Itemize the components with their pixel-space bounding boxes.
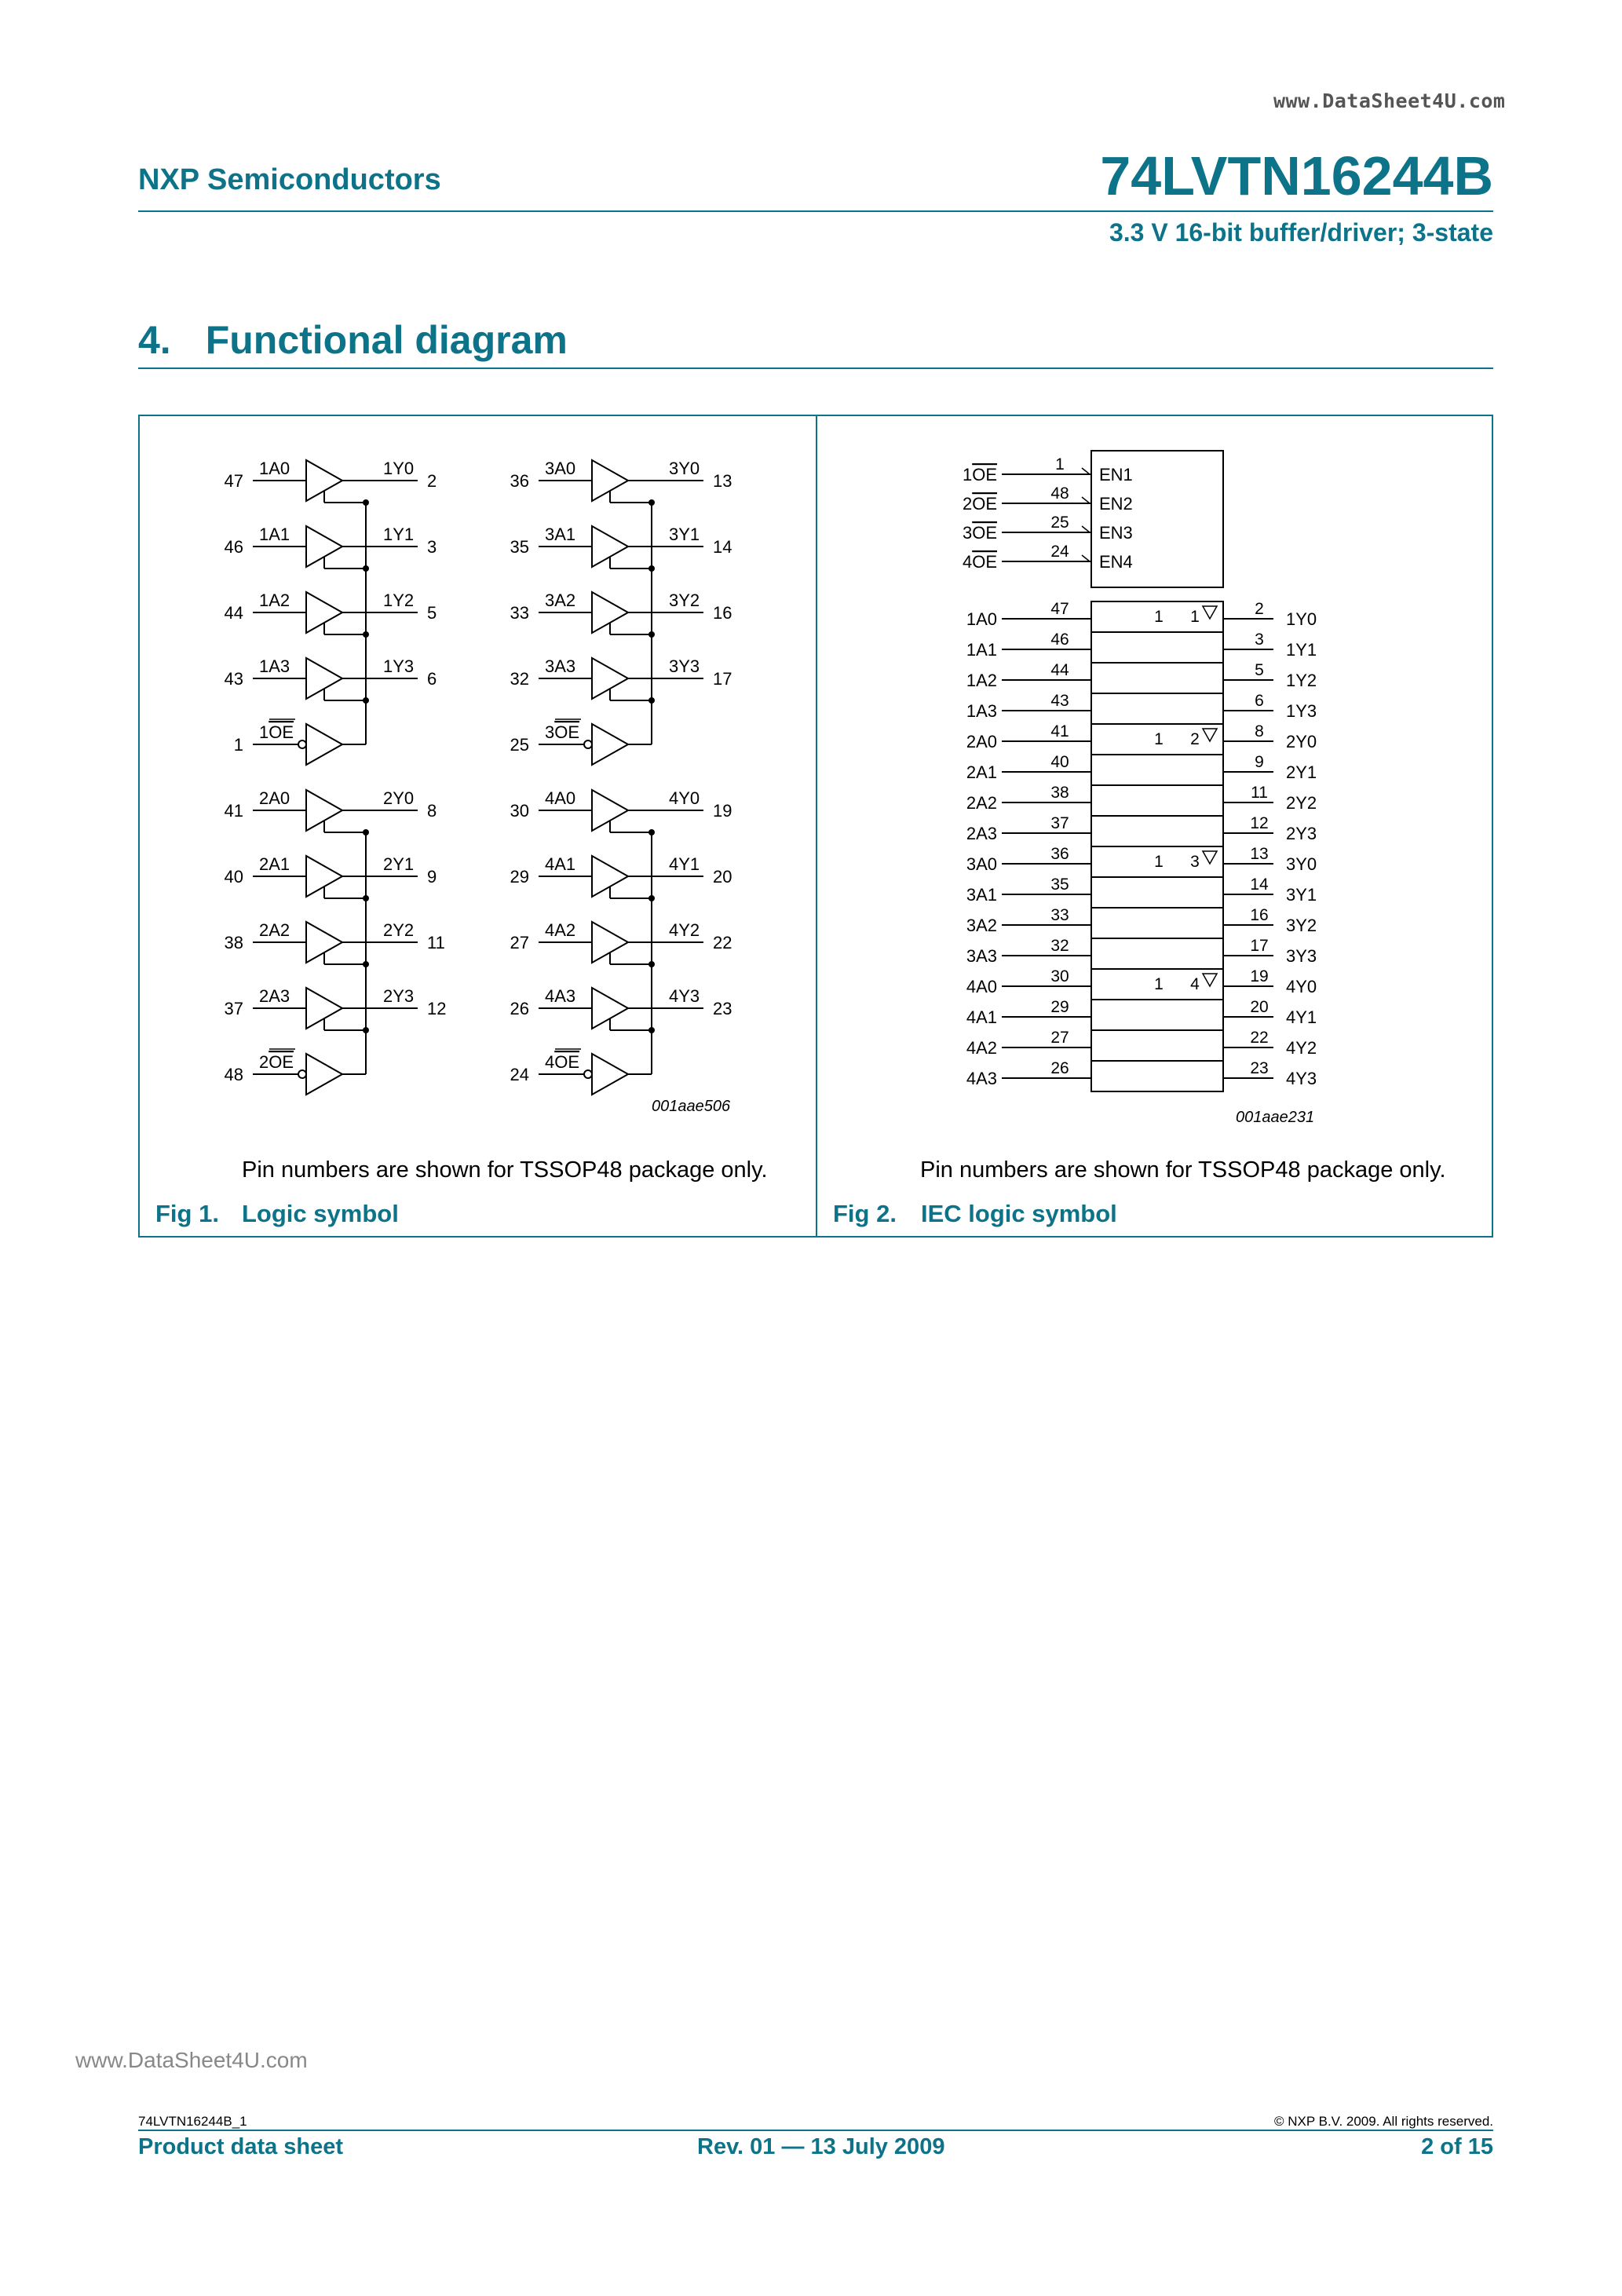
- data-output-label: 1Y1: [1286, 640, 1317, 660]
- negation-indicator: [1082, 468, 1090, 474]
- data-output-label: 4Y3: [1286, 1069, 1317, 1088]
- header-rule: [138, 210, 1493, 212]
- data-input-label: 4A1: [966, 1007, 997, 1027]
- data-output-pin: 3: [1255, 631, 1264, 649]
- fig1-caption-title: Logic symbol: [242, 1200, 399, 1227]
- data-output-label: 2Y3: [1286, 824, 1317, 843]
- data-output-label: 2Y1: [1286, 762, 1317, 782]
- output-pin-number: 2: [427, 471, 437, 491]
- oe-signal: OE: [269, 722, 294, 742]
- company-name: NXP Semiconductors: [138, 163, 441, 196]
- data-input-pin: 27: [1050, 1029, 1069, 1047]
- data-output-pin: 11: [1251, 784, 1268, 802]
- data-input-label: 3A1: [966, 885, 997, 905]
- document-subtitle: 3.3 V 16-bit buffer/driver; 3-state: [1109, 218, 1493, 247]
- enable-pin-number: 48: [1050, 484, 1069, 503]
- input-label: 3A0: [545, 459, 576, 478]
- input-label: 1A2: [259, 590, 290, 610]
- enable-function-label: EN4: [1099, 552, 1133, 572]
- output-pin-number: 20: [713, 867, 732, 887]
- oe-label: [259, 722, 294, 742]
- data-input-label: 3A0: [966, 854, 997, 874]
- data-input-label: 1A2: [966, 671, 997, 690]
- enable-pin-number: 24: [1050, 543, 1069, 561]
- output-pin-number: 13: [713, 471, 732, 491]
- section-rule: [138, 367, 1493, 369]
- section-number: 4.: [138, 318, 171, 362]
- output-pin-number: 17: [713, 669, 732, 689]
- input-pin-number: 47: [224, 471, 243, 491]
- oe-buffer-symbol: [306, 724, 342, 765]
- fig2-caption-number: Fig 2.: [833, 1200, 897, 1227]
- oe-prefix: 4: [545, 1052, 555, 1072]
- data-input-label: 4A2: [966, 1038, 997, 1058]
- enable-pin-number: 1: [1055, 455, 1065, 473]
- input-pin-number: 29: [510, 867, 529, 887]
- data-output-label: 2Y0: [1286, 732, 1317, 751]
- three-state-icon: [1203, 606, 1217, 619]
- data-input-label: 2A1: [966, 762, 997, 782]
- data-output-pin: 20: [1250, 998, 1269, 1016]
- fig1-code: 001aae506: [652, 1098, 731, 1115]
- dependency-qualifier: 3: [1190, 853, 1200, 871]
- fig2-note: Pin numbers are shown for TSSOP48 package only.: [920, 1157, 1446, 1183]
- output-pin-number: 3: [427, 537, 437, 557]
- data-input-pin: 38: [1050, 784, 1069, 802]
- input-pin-number: 33: [510, 603, 529, 623]
- logic-symbol-diagram: [204, 440, 754, 1131]
- enable-input-label: [963, 494, 997, 514]
- data-output-pin: 14: [1250, 876, 1269, 894]
- enable-input-label: [963, 523, 997, 543]
- data-input-pin: 32: [1050, 937, 1069, 955]
- dependency-qualifier: 1: [1154, 975, 1164, 993]
- oe-signal: OE: [972, 465, 997, 484]
- oe-prefix: 1: [962, 465, 973, 484]
- output-label: 1Y3: [383, 656, 415, 676]
- data-input-label: 4A0: [966, 977, 997, 996]
- input-label: 4A1: [545, 854, 576, 874]
- oe-signal: OE: [554, 1052, 580, 1072]
- output-pin-number: 12: [427, 999, 447, 1018]
- data-input-pin: 33: [1050, 906, 1069, 924]
- oe-pin-number: 25: [510, 735, 529, 755]
- input-label: 2A1: [259, 854, 290, 874]
- footer-copyright: © NXP B.V. 2009. All rights reserved.: [1273, 2114, 1493, 2129]
- section-title: Functional diagram: [205, 318, 568, 362]
- footer-rule: [138, 2130, 1493, 2131]
- input-label: 3A1: [545, 525, 576, 544]
- output-label: 1Y1: [383, 525, 415, 544]
- watermark-bottom: www.DataSheet4U.com: [75, 2048, 308, 2072]
- oe-signal: OE: [972, 552, 997, 572]
- input-label: 3A3: [545, 656, 576, 676]
- data-input-pin: 43: [1050, 692, 1069, 710]
- oe-label: [545, 722, 579, 742]
- output-label: 2Y1: [383, 854, 415, 874]
- fig2-code: 001aae231: [1236, 1109, 1315, 1126]
- input-label: 4A0: [545, 788, 576, 808]
- oe-prefix: 4: [962, 552, 973, 572]
- output-label: 3Y2: [669, 590, 700, 610]
- oe-signal: OE: [554, 722, 580, 742]
- input-pin-number: 35: [510, 537, 529, 557]
- input-pin-number: 30: [510, 801, 529, 821]
- input-pin-number: 27: [510, 933, 529, 952]
- inversion-bubble: [298, 1070, 306, 1078]
- data-input-label: 1A0: [966, 609, 997, 629]
- input-pin-number: 40: [224, 867, 243, 887]
- data-input-label: 1A3: [966, 701, 997, 721]
- data-input-pin: 29: [1050, 998, 1069, 1016]
- data-output-pin: 13: [1250, 845, 1269, 863]
- section-heading: [138, 317, 568, 363]
- output-label: 4Y1: [669, 854, 700, 874]
- oe-signal: OE: [972, 523, 997, 543]
- output-label: 4Y2: [669, 920, 700, 940]
- data-output-label: 4Y1: [1286, 1007, 1317, 1027]
- data-output-pin: 9: [1255, 753, 1264, 771]
- data-input-label: 2A2: [966, 793, 997, 813]
- enable-input-label: [963, 465, 997, 484]
- data-output-pin: 22: [1250, 1029, 1269, 1047]
- input-pin-number: 36: [510, 471, 529, 491]
- input-pin-number: 46: [224, 537, 243, 557]
- fig1-caption: [155, 1200, 399, 1228]
- data-input-pin: 35: [1050, 876, 1069, 894]
- data-input-label: 2A0: [966, 732, 997, 751]
- footer-doc-type: Product data sheet: [138, 2134, 344, 2159]
- output-pin-number: 11: [427, 933, 445, 952]
- watermark-top: www.DataSheet4U.com: [1273, 90, 1506, 112]
- data-output-pin: 17: [1250, 937, 1269, 955]
- dependency-qualifier: 2: [1190, 730, 1200, 748]
- output-pin-number: 16: [713, 603, 732, 623]
- inversion-bubble: [584, 1070, 592, 1078]
- output-pin-number: 6: [427, 669, 437, 689]
- data-output-label: 3Y2: [1286, 916, 1317, 935]
- enable-pin-number: 25: [1050, 514, 1069, 532]
- data-output-label: 4Y2: [1286, 1038, 1317, 1058]
- data-output-pin: 12: [1250, 814, 1269, 832]
- fig2-caption-title: IEC logic symbol: [921, 1200, 1117, 1227]
- dependency-qualifier: 1: [1190, 608, 1200, 626]
- negation-indicator: [1082, 526, 1090, 532]
- negation-indicator: [1082, 497, 1090, 503]
- data-input-label: 1A1: [966, 640, 997, 660]
- data-output-label: 2Y2: [1286, 793, 1317, 813]
- data-output-pin: 6: [1255, 692, 1264, 710]
- oe-prefix: 3: [545, 722, 555, 742]
- fig2-caption: [833, 1200, 1117, 1228]
- oe-buffer-symbol: [592, 724, 628, 765]
- oe-prefix: 3: [962, 523, 973, 543]
- output-pin-number: 22: [713, 933, 732, 952]
- input-label: 4A3: [545, 986, 576, 1006]
- oe-label: [259, 1052, 294, 1072]
- data-input-pin: 36: [1050, 845, 1069, 863]
- data-input-label: 3A2: [966, 916, 997, 935]
- input-label: 3A2: [545, 590, 576, 610]
- input-pin-number: 43: [224, 669, 243, 689]
- dependency-qualifier: 1: [1154, 608, 1164, 626]
- output-label: 2Y3: [383, 986, 415, 1006]
- input-label: 2A2: [259, 920, 290, 940]
- output-label: 1Y2: [383, 590, 415, 610]
- input-label: 1A0: [259, 459, 290, 478]
- data-input-pin: 41: [1050, 722, 1069, 740]
- data-input-pin: 46: [1050, 631, 1069, 649]
- oe-prefix: 1: [259, 722, 269, 742]
- footer-revision: Rev. 01 — 13 July 2009: [697, 2134, 945, 2159]
- output-label: 4Y3: [669, 986, 700, 1006]
- output-label: 2Y0: [383, 788, 415, 808]
- dependency-qualifier: 1: [1154, 730, 1164, 748]
- iec-logic-symbol-diagram: [962, 440, 1374, 1131]
- inversion-bubble: [584, 740, 592, 748]
- input-label: 1A3: [259, 656, 290, 676]
- oe-signal: OE: [972, 494, 997, 514]
- data-output-label: 1Y0: [1286, 609, 1317, 629]
- data-input-pin: 44: [1050, 661, 1069, 679]
- data-input-label: 4A3: [966, 1069, 997, 1088]
- data-output-pin: 5: [1255, 661, 1264, 679]
- footer-page: 2 of 15: [1421, 2134, 1493, 2159]
- output-label: 3Y3: [669, 656, 700, 676]
- dependency-qualifier: 4: [1190, 975, 1200, 993]
- figure-divider: [816, 415, 817, 1238]
- data-output-label: 3Y0: [1286, 854, 1317, 874]
- output-label: 1Y0: [383, 459, 415, 478]
- enable-input-label: [963, 552, 997, 572]
- footer-doc-id: 74LVTN16244B_1: [138, 2114, 247, 2129]
- data-output-label: 4Y0: [1286, 977, 1317, 996]
- output-pin-number: 8: [427, 801, 437, 821]
- data-input-pin: 40: [1050, 753, 1069, 771]
- data-output-label: 1Y2: [1286, 671, 1317, 690]
- three-state-icon: [1203, 974, 1217, 986]
- oe-pin-number: 1: [233, 735, 243, 755]
- input-label: 4A2: [545, 920, 576, 940]
- enable-function-label: EN2: [1099, 494, 1133, 514]
- data-output-pin: 16: [1250, 906, 1269, 924]
- output-pin-number: 14: [713, 537, 732, 557]
- data-input-pin: 26: [1050, 1059, 1069, 1077]
- output-pin-number: 19: [713, 801, 732, 821]
- input-pin-number: 37: [224, 999, 243, 1018]
- oe-prefix: 2: [962, 494, 973, 514]
- data-output-pin: 19: [1250, 967, 1269, 985]
- oe-pin-number: 48: [224, 1065, 243, 1084]
- fig1-caption-number: Fig 1.: [155, 1200, 219, 1227]
- data-output-pin: 23: [1250, 1059, 1269, 1077]
- oe-buffer-symbol: [592, 1054, 628, 1095]
- output-pin-number: 23: [713, 999, 732, 1018]
- data-input-label: 3A3: [966, 946, 997, 966]
- dependency-qualifier: 1: [1154, 853, 1164, 871]
- data-output-label: 3Y3: [1286, 946, 1317, 966]
- data-input-label: 2A3: [966, 824, 997, 843]
- data-input-pin: 30: [1050, 967, 1069, 985]
- enable-function-label: EN3: [1099, 523, 1133, 543]
- data-output-pin: 2: [1255, 600, 1264, 618]
- output-label: 3Y0: [669, 459, 700, 478]
- oe-prefix: 2: [259, 1052, 269, 1072]
- three-state-icon: [1203, 851, 1217, 864]
- output-label: 4Y0: [669, 788, 700, 808]
- data-output-pin: 8: [1255, 722, 1264, 740]
- oe-buffer-symbol: [306, 1054, 342, 1095]
- data-input-pin: 47: [1050, 600, 1069, 618]
- oe-signal: OE: [269, 1052, 294, 1072]
- data-output-label: 1Y3: [1286, 701, 1317, 721]
- input-pin-number: 41: [224, 801, 243, 821]
- three-state-icon: [1203, 729, 1217, 741]
- input-pin-number: 32: [510, 669, 529, 689]
- output-pin-number: 5: [427, 603, 437, 623]
- negation-indicator: [1082, 555, 1090, 561]
- input-pin-number: 44: [224, 603, 243, 623]
- input-pin-number: 38: [224, 933, 243, 952]
- fig1-note: Pin numbers are shown for TSSOP48 package only.: [242, 1157, 768, 1183]
- input-label: 2A0: [259, 788, 290, 808]
- oe-label: [545, 1052, 579, 1072]
- data-output-label: 3Y1: [1286, 885, 1317, 905]
- data-input-pin: 37: [1050, 814, 1069, 832]
- output-label: 2Y2: [383, 920, 415, 940]
- output-label: 3Y1: [669, 525, 700, 544]
- oe-pin-number: 24: [510, 1065, 529, 1084]
- enable-function-label: EN1: [1099, 465, 1133, 484]
- part-number: 74LVTN16244B: [1100, 145, 1493, 207]
- input-label: 1A1: [259, 525, 290, 544]
- inversion-bubble: [298, 740, 306, 748]
- input-label: 2A3: [259, 986, 290, 1006]
- input-pin-number: 26: [510, 999, 529, 1018]
- output-pin-number: 9: [427, 867, 437, 887]
